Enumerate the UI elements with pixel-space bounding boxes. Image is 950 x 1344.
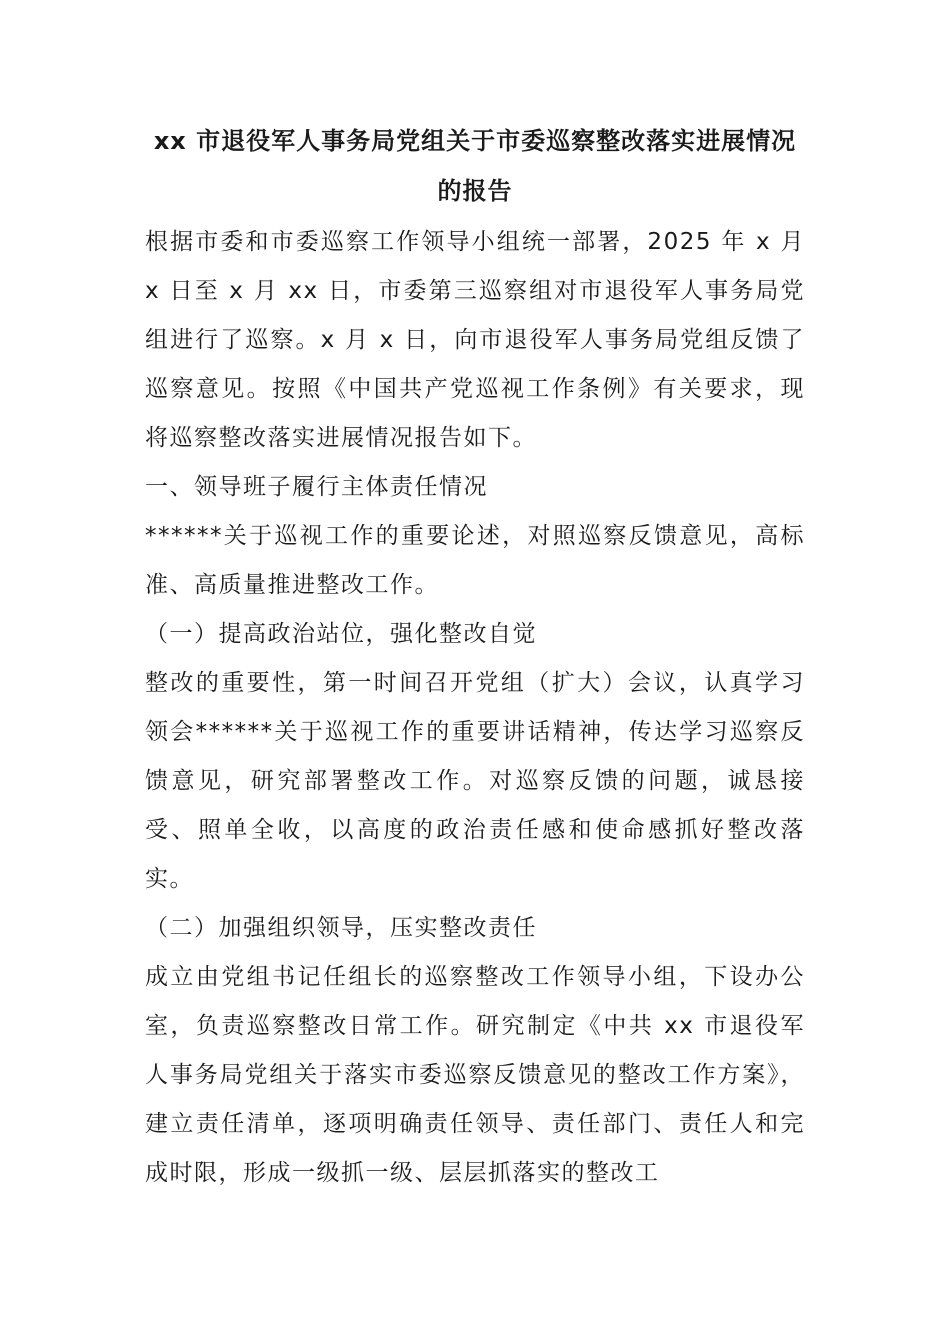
subsection-heading-1: （一）提高政治站位，强化整改自觉 <box>145 621 537 647</box>
section-1-paragraph: ******关于巡视工作的重要论述，对照巡察反馈意见，高标准、高质量推进整改工作。 <box>145 523 805 598</box>
document-title: xx 市退役军人事务局党组关于市委巡察整改落实进展情况的报告 <box>153 127 797 205</box>
intro-paragraph: 根据市委和市委巡察工作领导小组统一部署，2025 年 x 月 x 日至 x 月 xx 日，市委第三巡察组对市退役军人事务局党组进行了巡察。x 月 x 日，向市退役军人事务局党组反馈了巡察意见。按照《中国共产党巡视工作条例》有关要求，现将巡察整改落实进展情况报告如下。 <box>145 229 805 451</box>
subsection-2-paragraph: 成立由党组书记任组长的巡察整改工作领导小组，下设办公室，负责巡察整改日常工作。研究制定《中共 xx 市退役军人事务局党组关于落实市委巡察反馈意见的整改工作方案》，建立责任清单，逐项明确责任领导、责任部门、责任人和完成时限，形成一级抓一级、层层抓落实的整改工 <box>145 964 805 1186</box>
subsection-1-paragraph: 整改的重要性，第一时间召开党组（扩大）会议，认真学习领会******关于巡视工作的重要讲话精神，传达学习巡察反馈意见，研究部署整改工作。对巡察反馈的问题，诚恳接受、照单全收，以高度的政治责任感和使命感抓好整改落实。 <box>145 670 805 892</box>
document-body <box>145 218 805 1198</box>
section-heading-1: 一、领导班子履行主体责任情况 <box>145 474 488 500</box>
subsection-heading-2: （二）加强组织领导，压实整改责任 <box>145 915 537 941</box>
